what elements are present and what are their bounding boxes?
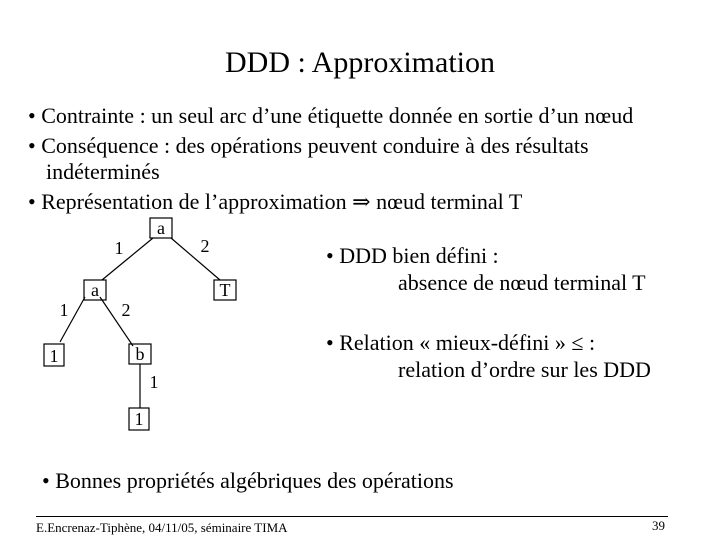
edge-b-bottom-label: 1 bbox=[149, 372, 159, 392]
footer-credit: E.Encrenaz-Tiphène, 04/11/05, séminaire TIMA bbox=[36, 520, 288, 535]
bullet-relation-continued: relation d’ordre sur les DDD bbox=[398, 357, 651, 382]
bullet-consequence-continued: indéterminés bbox=[46, 159, 160, 184]
edge-a-left-label: 1 bbox=[59, 300, 69, 320]
bullet-constraint: • Contrainte : un seul arc d’une étiquette donnée en sortie d’un nœud bbox=[28, 103, 634, 128]
bullet-consequence: • Conséquence : des opérations peuvent conduire à des résultats bbox=[28, 133, 589, 158]
node-root-label: a bbox=[157, 218, 165, 238]
edge-root-T-line bbox=[171, 238, 220, 280]
bullet-algebraic-properties: • Bonnes propriétés algébriques des opérations bbox=[42, 468, 454, 493]
terminal-bottom-label: 1 bbox=[134, 409, 144, 429]
bullet-well-defined-continued: absence de nœud terminal T bbox=[398, 270, 646, 295]
page-title: DDD : Approximation bbox=[225, 46, 495, 79]
terminal-left-label: 1 bbox=[49, 346, 59, 366]
edge-root-a-label: 1 bbox=[114, 238, 124, 258]
bullet-well-defined: • DDD bien défini : bbox=[326, 243, 499, 268]
edge-a-b-label: 2 bbox=[121, 300, 131, 320]
edge-root-T-label: 2 bbox=[200, 236, 210, 256]
edge-root-a-line bbox=[102, 238, 153, 280]
bullet-relation: • Relation « mieux-défini » ≤ : bbox=[326, 330, 596, 355]
bullet-representation: • Représentation de l’approximation ⇒ nœud terminal T bbox=[28, 189, 523, 214]
slide-number: 39 bbox=[652, 518, 665, 533]
node-T-label: T bbox=[219, 280, 231, 300]
node-b-label: b bbox=[135, 344, 145, 364]
footer-divider bbox=[36, 516, 668, 517]
node-a-label: a bbox=[91, 280, 99, 300]
